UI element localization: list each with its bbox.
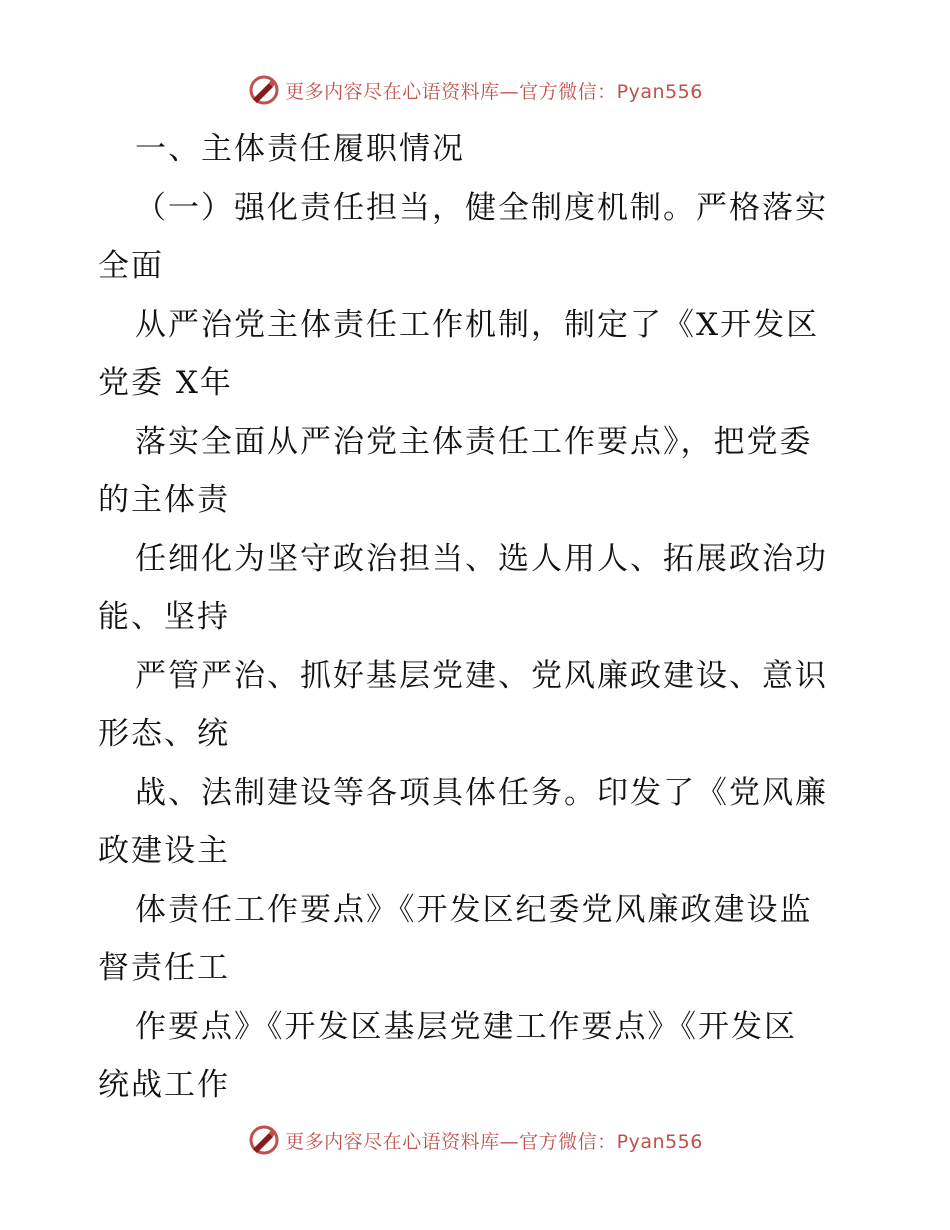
text-line: 形态、统 — [98, 716, 230, 752]
pen-swirl-logo — [247, 73, 281, 107]
text-line: 严管严治、抓好基层党建、党风廉政建设、意识 — [135, 657, 828, 694]
text-line: 政建设主 — [98, 833, 230, 869]
text-line: （一）强化责任担当，健全制度机制。严格落实 — [135, 189, 828, 226]
footer-banner-text: 更多内容尽在心语资料库—官方微信：Pyan556 — [285, 1130, 703, 1153]
text-line: 落实全面从严治党主体责任工作要点》，把党委 — [135, 423, 813, 460]
footer-banner — [0, 1120, 950, 1160]
text-line: 能、坚持 — [98, 599, 230, 635]
text-line: 的主体责 — [98, 482, 230, 518]
text-line: 一、主体责任履职情况 — [135, 131, 465, 167]
document-body — [98, 120, 858, 1115]
header-banner — [0, 70, 950, 110]
text-line: 体责任工作要点》《开发区纪委党风廉政建设监 — [135, 891, 813, 928]
text-line: 从严治党主体责任工作机制，制定了《X开发区 — [135, 306, 820, 343]
text-line: 全面 — [98, 248, 164, 284]
text-line: 督责任工 — [98, 950, 230, 986]
pen-swirl-logo — [247, 1123, 281, 1157]
text-line: 党委 X年 — [98, 365, 233, 401]
text-line: 统战工作 — [98, 1067, 230, 1103]
text-line: 任细化为坚守政治担当、选人用人、拓展政治功 — [135, 540, 828, 577]
header-banner-text: 更多内容尽在心语资料库—官方微信：Pyan556 — [285, 80, 703, 103]
text-line: 战、法制建设等各项具体任务。印发了《党风廉 — [135, 774, 828, 811]
text-line: 作要点》《开发区基层党建工作要点》《开发区 — [135, 1008, 797, 1045]
